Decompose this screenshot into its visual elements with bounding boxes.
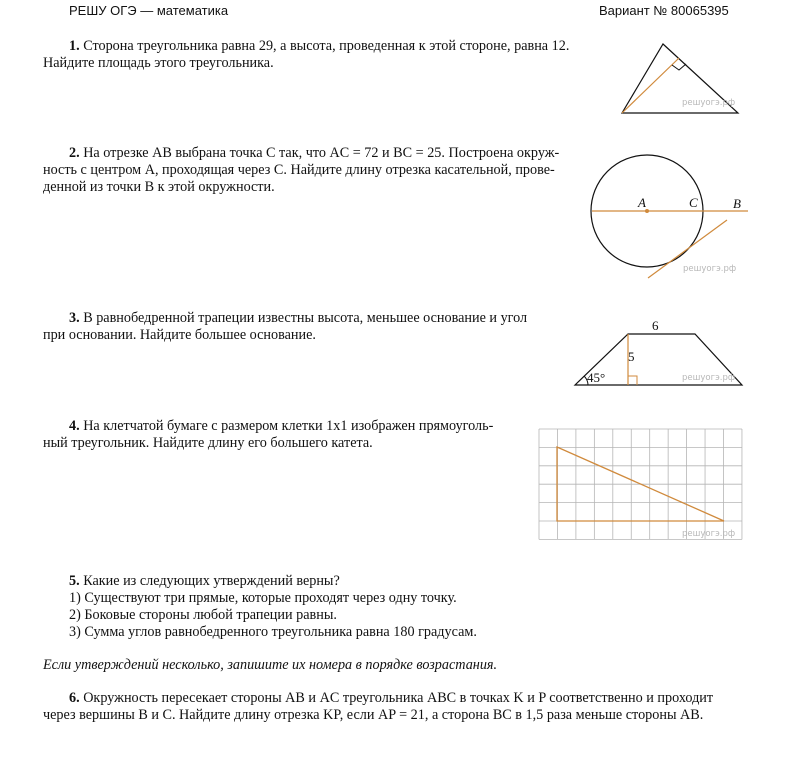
task-1-text — [43, 38, 610, 72]
task-4-number: 4. — [69, 418, 80, 434]
task-5-option-3: 3) Сумма углов равнобедренного треугольника равна 180 градусам. — [69, 624, 477, 640]
task-6-number: 6. — [69, 690, 80, 706]
task-2-number: 2. — [69, 145, 80, 161]
watermark: решуогэ.рф — [683, 264, 737, 274]
task-3-line-1: 3. В равнобедренной трапеции известны высота, меньшее основание и угол — [69, 310, 528, 326]
task-2-line-2: ность с центром A, проходящая через C. Найдите длину отрезка касательной, прове- — [43, 162, 555, 178]
task-5-option-2: 2) Боковые стороны любой трапеции равны. — [69, 607, 337, 623]
task-2-label-c: C — [689, 195, 698, 210]
task-2-text — [43, 145, 587, 196]
task-2-line-3: денной из точки B к этой окружности. — [43, 179, 275, 195]
task-2-figure — [590, 150, 760, 280]
task-2-line-1: 2. На отрезке AB выбрана точка C так, что AC = 72 и BC = 25. Построена окруж- — [69, 145, 560, 161]
task-3-label-angle: 45° — [587, 370, 606, 385]
task-4-text — [43, 418, 541, 452]
task-1-right-angle-mark — [672, 64, 686, 70]
task-3-label-top: 6 — [652, 318, 659, 333]
task-1-number: 1. — [69, 38, 80, 54]
task-2-label-a: A — [638, 195, 646, 210]
task-5-number: 5. — [69, 573, 80, 589]
site-title: РЕШУ ОГЭ — математика — [69, 3, 229, 18]
task-3-number: 3. — [69, 310, 80, 326]
task-4-line-2: ный треугольник. Найдите длину его большего катета. — [43, 435, 373, 451]
task-5-option-1: 1) Существуют три прямые, которые проходят через одну точку. — [69, 590, 457, 606]
task-2-label-b: B — [733, 196, 741, 211]
task-6-line-1: 6. Окружность пересекает стороны AB и AC треугольника ABC в точках K и P соответственно и проходит — [69, 690, 714, 706]
task-1-line-1: 1. Сторона треугольника равна 29, а высота, проведенная к этой стороне, равна 12. — [69, 38, 570, 54]
task-3-right-angle-mark — [628, 376, 637, 385]
task-4-figure — [538, 428, 748, 542]
task-1-figure — [615, 40, 745, 120]
watermark: решуогэ.рф — [682, 373, 736, 383]
task-3-text — [43, 310, 564, 344]
watermark: решуогэ.рф — [682, 98, 736, 108]
task-6-line-2: через вершины B и C. Найдите длину отрезка KP, если AP = 21, а сторона BC в 1,5 раза меньше стороны AB. — [43, 707, 704, 723]
task-4-line-1: 4. На клетчатой бумаге с размером клетки 1х1 изображен прямоуголь- — [69, 418, 494, 434]
task-1-height — [622, 58, 679, 113]
task-1-line-2: Найдите площадь этого треугольника. — [43, 55, 274, 71]
task-3-label-height: 5 — [628, 349, 635, 364]
variant-number: Вариант № 80065395 — [599, 3, 729, 18]
task-3-figure — [570, 318, 750, 398]
task-5-note: Если утверждений несколько, запишите их номера в порядке возрастания. — [43, 657, 498, 673]
task-6-text — [43, 690, 754, 724]
watermark: решуогэ.рф — [682, 529, 736, 539]
task-5-question: 5. Какие из следующих утверждений верны? — [69, 573, 340, 589]
task-3-line-2: при основании. Найдите большее основание. — [43, 327, 316, 343]
